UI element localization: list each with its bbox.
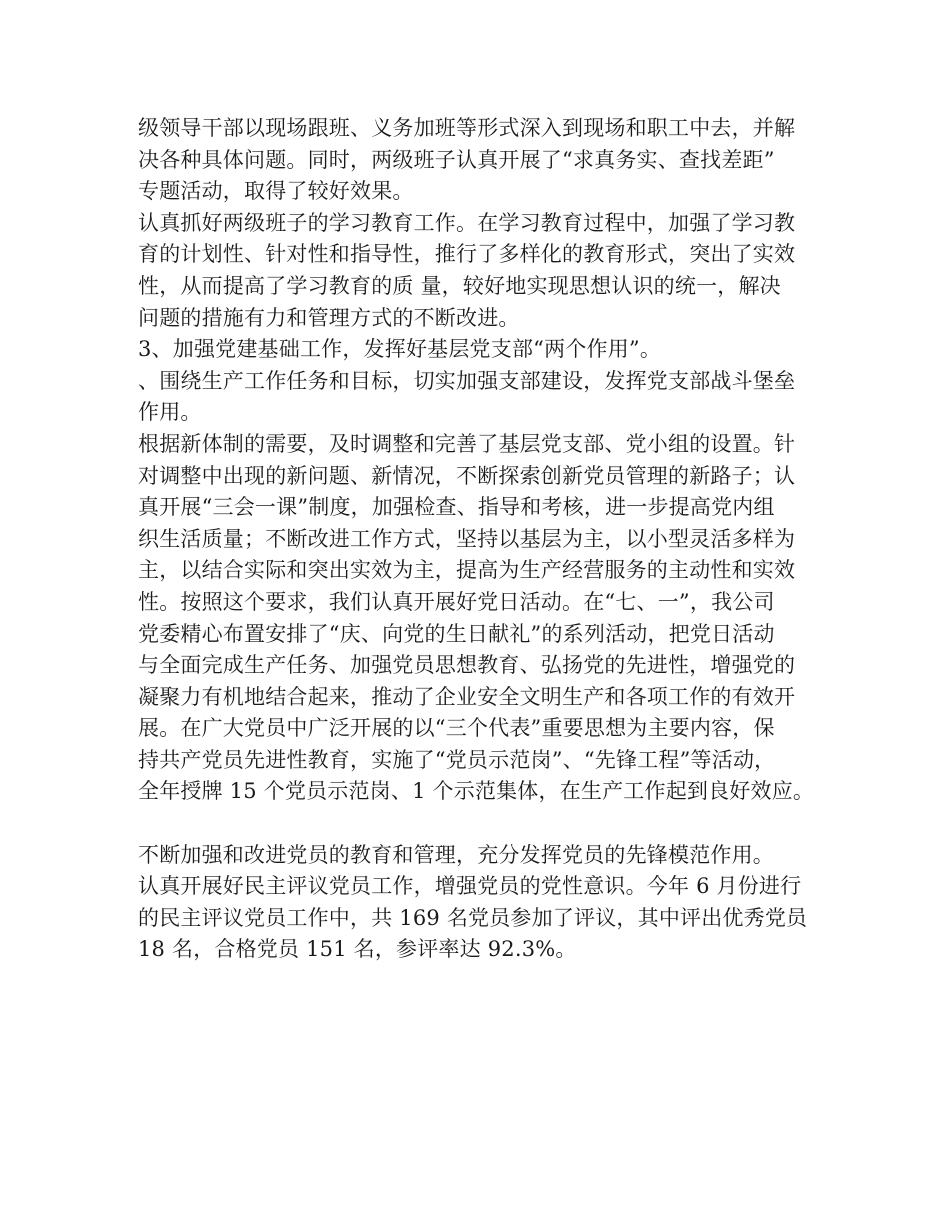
text-line: 决各种具体问题。同时，两级班子认真开展了“求真务实、查找差距”: [138, 147, 775, 172]
text-line: 认真开展好民主评议党员工作，增强党员的党性意识。今年 6 月份进行: [138, 874, 802, 899]
text-line: 专题活动，取得了较好效果。: [138, 179, 414, 204]
text-line: 不断加强和改进党员的教育和管理，充分发挥党员的先锋模范作用。: [138, 842, 774, 867]
text-line: 党委精心布置安排了“庆、向党的生日献礼”的系列活动，把党日活动: [138, 621, 775, 646]
text-line: 主，以结合实际和突出实效为主，提高为生产经营服务的主动性和实效: [138, 558, 796, 583]
text-line: 性。按照这个要求，我们认真开展好党日活动。在“七、一”，我公司: [138, 589, 775, 614]
text-line: 育的计划性、针对性和指导性，推行了多样化的教育形式，突出了实效: [138, 242, 796, 267]
text-line: 展。在广大党员中广泛开展的以“三个代表”重要思想为主要内容，保: [138, 716, 775, 741]
text-line: 级领导干部以现场跟班、义务加班等形式深入到现场和职工中去，并解: [138, 116, 796, 140]
text-line: 的民主评议党员工作中，共 169 名党员参加了评议，其中评出优秀党员: [138, 905, 808, 930]
text-line: 性，从而提高了学习教育的质 量，较好地实现思想认识的统一，解决: [138, 273, 781, 298]
text-line: 认真抓好两级班子的学习教育工作。在学习教育过程中，加强了学习教: [138, 210, 796, 235]
section-heading: 3、加强党建基础工作，发挥好基层党支部“两个作用”。: [138, 337, 662, 362]
text-line: 织生活质量；不断改进工作方式，坚持以基层为主，以小型灵活多样为: [138, 526, 796, 551]
text-line: 凝聚力有机地结合起来，推动了企业安全文明生产和各项工作的有效开: [138, 684, 796, 709]
paragraph-gap: [138, 808, 828, 840]
text-line: 真开展“三会一课”制度，加强检查、指导和考核，进一步提高党内组: [138, 495, 775, 520]
text-line: 作用。: [138, 400, 202, 425]
document-body: [138, 113, 828, 966]
text-line: 全年授牌 15 个党员示范岗、1 个示范集体，在生产工作起到良好效应。: [138, 779, 815, 804]
text-line: 对调整中出现的新问题、新情况，不断探索创新党员管理的新路子；认: [138, 463, 796, 488]
text-line: 、围绕生产工作任务和目标，切实加强支部建设，发挥党支部战斗堡垒: [138, 368, 796, 393]
text-line: 持共产党员先进性教育，实施了“党员示范岗”、“先锋工程”等活动，: [138, 747, 776, 772]
text-line: 根据新体制的需要，及时调整和完善了基层党支部、党小组的设置。针: [138, 431, 796, 456]
text-line: 问题的措施有力和管理方式的不断改进。: [138, 305, 520, 330]
text-line: 18 名，合格党员 151 名，参评率达 92.3%。: [138, 937, 577, 962]
text-line: 与全面完成生产任务、加强党员思想教育、弘扬党的先进性，增强党的: [138, 653, 796, 678]
